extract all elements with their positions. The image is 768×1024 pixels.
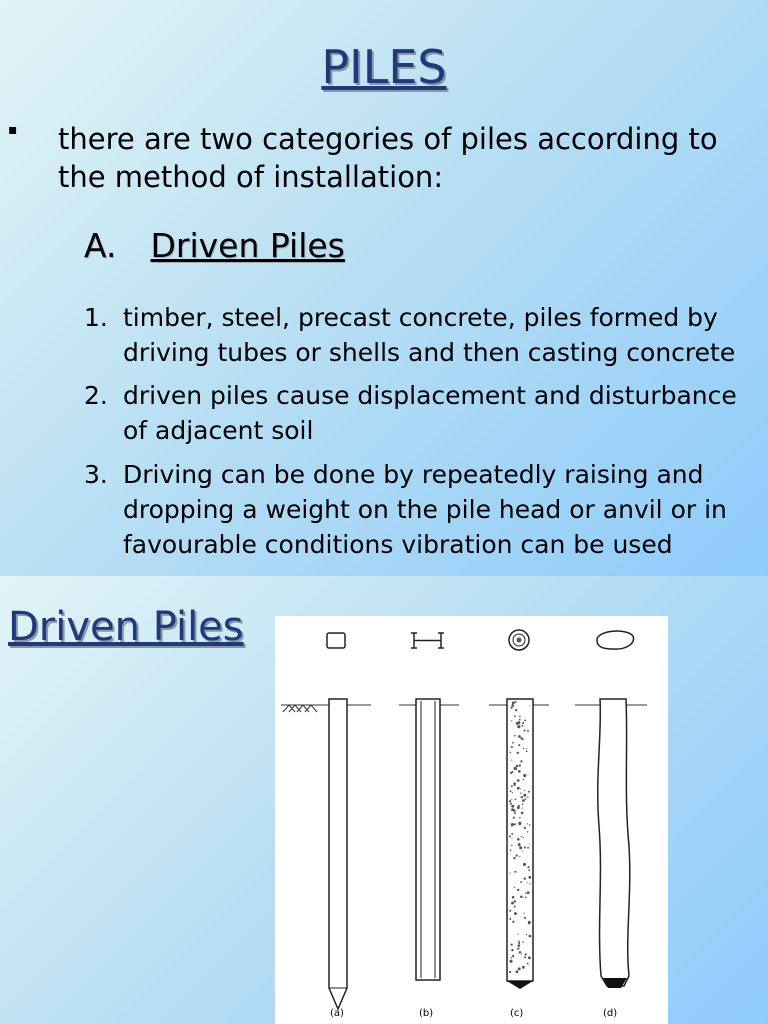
pile-b-cross-section bbox=[411, 633, 444, 648]
list-item-number: 3. bbox=[84, 460, 108, 489]
intro-text: there are two categories of piles according to the method of installation: bbox=[58, 122, 718, 194]
list-item bbox=[84, 457, 768, 562]
subheading-letter: A. bbox=[84, 226, 117, 265]
pile-d-cross-section bbox=[597, 631, 633, 649]
list-item bbox=[84, 300, 768, 370]
list-item-text: Driving can be done by repeatedly raising and dropping a weight on the pile head or anvil or in favourable conditions vibration can be used bbox=[123, 460, 727, 559]
caption-a: (a) bbox=[330, 1008, 344, 1019]
caption-c: (c) bbox=[510, 1008, 524, 1019]
pile-a-timber bbox=[329, 699, 347, 1009]
caption-b: (b) bbox=[419, 1008, 434, 1019]
pile-diagram bbox=[275, 616, 668, 1024]
pile-d-cast-in-place bbox=[598, 699, 630, 988]
page-title: PILES bbox=[321, 40, 447, 94]
pile-b-steel bbox=[416, 699, 440, 980]
list-item-number: 1. bbox=[84, 303, 108, 332]
list-item bbox=[84, 378, 768, 448]
slide-title: Driven Piles bbox=[8, 604, 244, 650]
list-item-number: 2. bbox=[84, 381, 108, 410]
pile-c-precast-concrete bbox=[507, 699, 533, 989]
subheading-text: Driven Piles bbox=[150, 226, 345, 265]
caption-d: (d) bbox=[603, 1008, 618, 1019]
bullet-icon: ▪ bbox=[8, 122, 18, 138]
list-item-text: driven piles cause displacement and disturbance of adjacent soil bbox=[123, 381, 737, 445]
slide-driven-piles bbox=[0, 576, 768, 1024]
pile-a-cross-section bbox=[327, 633, 345, 648]
list-item-text: timber, steel, precast concrete, piles formed by driving tubes or shells and then casting concrete bbox=[123, 303, 736, 367]
pile-c-cross-section bbox=[509, 630, 529, 650]
pile-types-figure bbox=[275, 616, 668, 1024]
subheading bbox=[84, 226, 345, 265]
